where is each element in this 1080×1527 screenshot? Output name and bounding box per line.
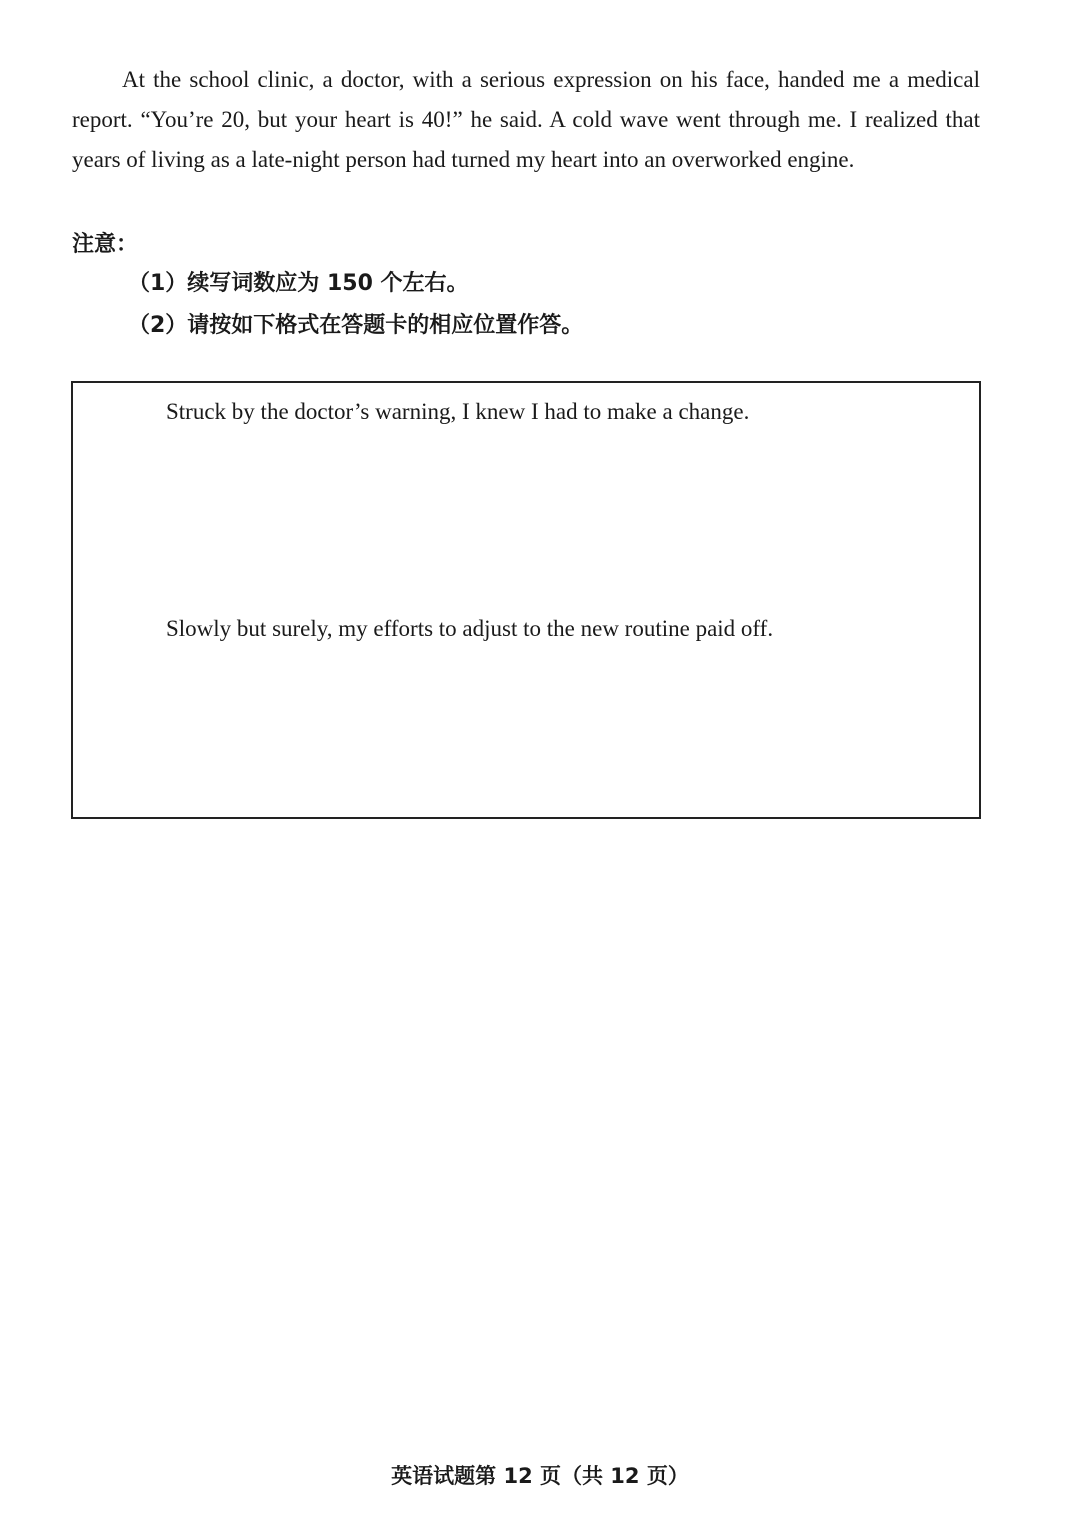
- notes-list: [128, 267, 583, 351]
- answer-box: [71, 381, 981, 819]
- note-item-answer-format: （2）请按如下格式在答题卡的相应位置作答。: [128, 313, 584, 338]
- paragraph-2-opening: Slowly but surely, my efforts to adjust to the new routine paid off.: [166, 616, 774, 641]
- page-footer: 英语试题第 12 页（共 12 页）: [391, 1464, 689, 1488]
- notes-heading: 注意：: [72, 232, 139, 257]
- note-item-word-count: （1）续写词数应为 150 个左右。: [128, 271, 469, 296]
- paragraph-1-opening: Struck by the doctor’s warning, I knew I had to make a change.: [166, 399, 750, 424]
- story-passage: At the school clinic, a doctor, with a serious expression on his face, handed me a medical report. “You’re 20, but your heart is 40!” he said. A cold wave went through me. I realized that years of living as a late-night person had turned my heart into an overworked engine.: [72, 67, 980, 172]
